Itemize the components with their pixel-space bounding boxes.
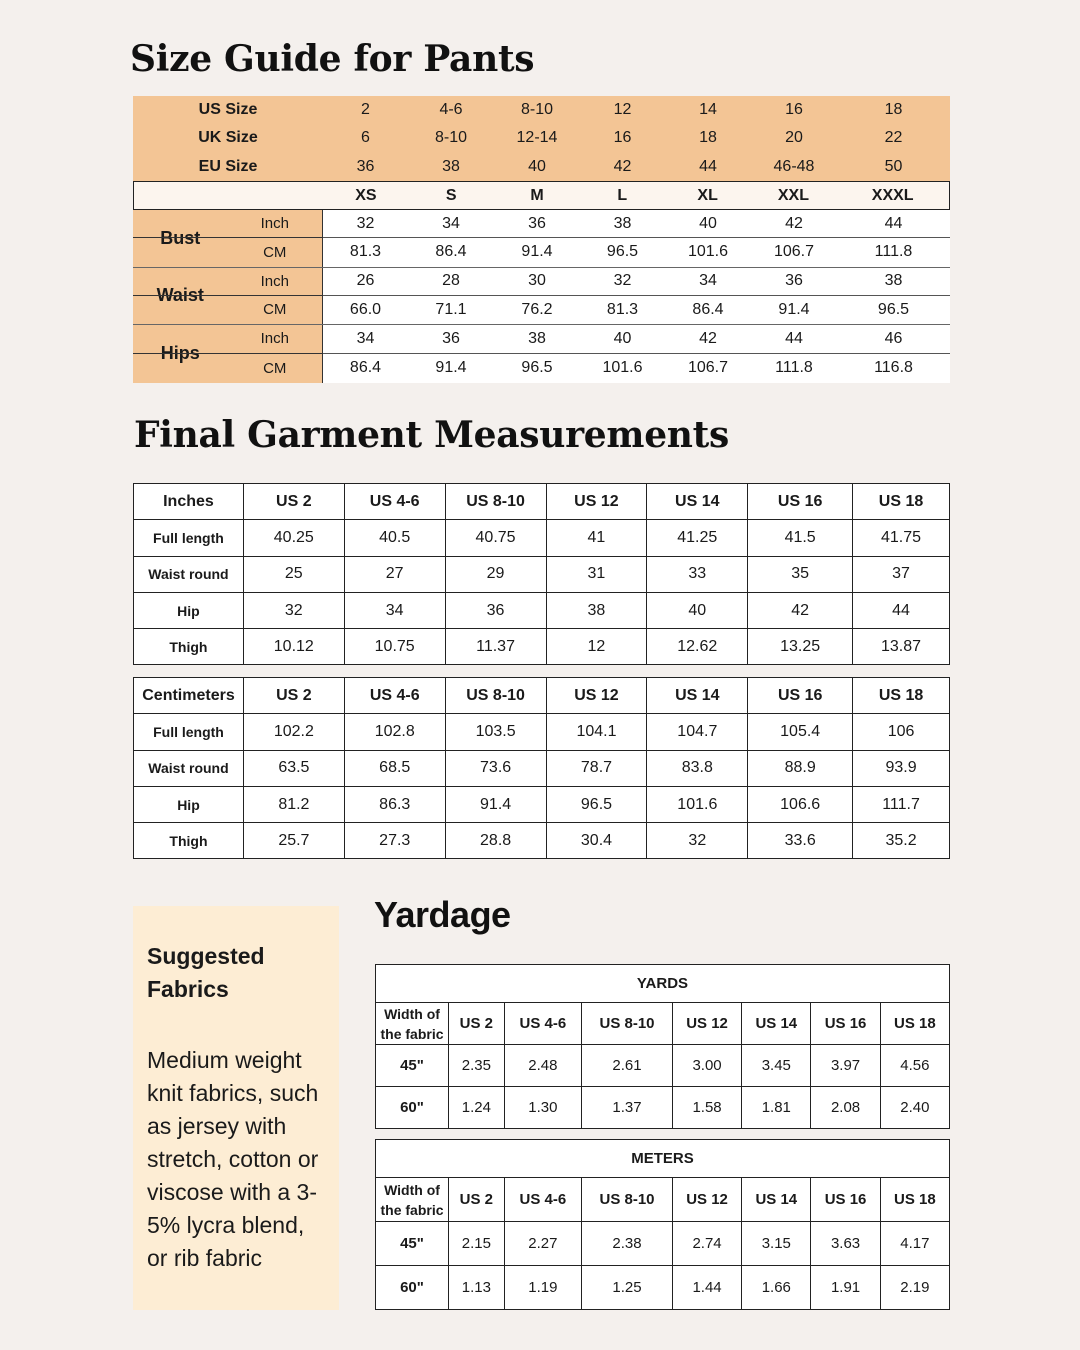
cell: 96.5 <box>606 243 639 261</box>
unit-header: Centimeters <box>134 678 244 714</box>
header-row <box>376 1178 950 1222</box>
garment-inches-table <box>133 483 950 665</box>
column-header: US 16 <box>811 1178 880 1222</box>
column-header: US 18 <box>853 678 950 714</box>
row-label: UK Size <box>198 129 258 147</box>
cell: 18 <box>699 129 717 147</box>
column-header: US 8-10 <box>445 484 546 520</box>
measurement-name: Hips <box>160 343 200 364</box>
cell: 88.9 <box>748 750 853 786</box>
cell: 1.19 <box>504 1266 581 1310</box>
cell: 2.40 <box>880 1087 949 1129</box>
suggested-fabrics-panel <box>133 906 339 1310</box>
cell: 20 <box>785 129 803 147</box>
cell: 44 <box>884 214 903 232</box>
column-header: US 14 <box>647 484 748 520</box>
measurement-label <box>133 325 323 383</box>
cell: 105.4 <box>748 714 853 750</box>
cell: 26 <box>356 272 375 290</box>
cell: 35 <box>748 556 853 592</box>
measurement-values <box>323 268 950 325</box>
column-header: US 14 <box>647 678 748 714</box>
unit-cm: CM <box>263 243 287 261</box>
cell: 29 <box>445 556 546 592</box>
table-caption: YARDS <box>376 965 950 1003</box>
cell: 32 <box>356 214 375 232</box>
cell: 22 <box>884 129 903 147</box>
cell: 3.00 <box>672 1045 741 1087</box>
cell: 93.9 <box>853 750 950 786</box>
cell: 12 <box>613 101 632 119</box>
caption-row <box>376 1140 950 1178</box>
column-header: US 18 <box>853 484 950 520</box>
cell: 27.3 <box>344 823 445 859</box>
cell: 3.97 <box>811 1045 880 1087</box>
cell: 40.75 <box>445 520 546 556</box>
inch-values-row <box>323 268 950 296</box>
width-label-line: Width of <box>384 1005 440 1022</box>
cell: 111.8 <box>775 359 813 377</box>
width-label-line: the fabric <box>380 1025 444 1042</box>
column-header: US 4-6 <box>344 678 445 714</box>
table-row <box>376 1045 950 1087</box>
cell: 14 <box>699 101 717 119</box>
cell: 1.81 <box>742 1087 811 1129</box>
cell: 104.1 <box>546 714 647 750</box>
width-label-line: the fabric <box>380 1201 444 1218</box>
cell: 4.56 <box>880 1045 949 1087</box>
cell: 34 <box>442 214 460 232</box>
cell: 44 <box>853 592 950 628</box>
cell: 81.3 <box>606 300 639 318</box>
table-row <box>134 520 950 556</box>
measurement-label <box>133 268 323 325</box>
row-label: 45" <box>376 1222 449 1266</box>
column-header: US 12 <box>546 678 647 714</box>
cell: 1.58 <box>672 1087 741 1129</box>
column-header: US 18 <box>880 1178 949 1222</box>
fabrics-title: Suggested Fabrics <box>147 943 265 1002</box>
cell: 63.5 <box>243 750 344 786</box>
row-label: Full length <box>134 714 244 750</box>
cell: 2.74 <box>672 1222 741 1266</box>
cell: 1.30 <box>504 1087 581 1129</box>
cell: 4.17 <box>880 1222 949 1266</box>
cell: 36 <box>356 157 375 175</box>
cell: 86.4 <box>435 243 467 261</box>
cell: 102.8 <box>344 714 445 750</box>
column-header: US 8-10 <box>582 1178 673 1222</box>
table-caption: METERS <box>376 1140 950 1178</box>
cell: XXL <box>777 186 809 204</box>
cell: 37 <box>853 556 950 592</box>
cell: 106.7 <box>773 243 815 261</box>
cell: 41.25 <box>647 520 748 556</box>
row-label: EU Size <box>198 157 258 175</box>
cell: 101.6 <box>647 786 748 822</box>
cell: 86.4 <box>349 359 382 377</box>
cell: 46-48 <box>773 157 815 175</box>
cell: 3.63 <box>811 1222 880 1266</box>
cell: 73.6 <box>445 750 546 786</box>
cell: 42 <box>613 157 632 175</box>
cell: 68.5 <box>344 750 445 786</box>
cell: 13.25 <box>748 629 853 665</box>
cell: 34 <box>699 272 717 290</box>
cell: 35.2 <box>853 823 950 859</box>
measurement-label <box>133 210 323 267</box>
row-label: 60" <box>376 1087 449 1129</box>
unit-inch: Inch <box>133 325 323 354</box>
cell: 41.75 <box>853 520 950 556</box>
cell: 38 <box>528 329 546 347</box>
column-header: US 8-10 <box>445 678 546 714</box>
cell: 2.08 <box>811 1087 880 1129</box>
row-label: Thigh <box>134 629 244 665</box>
cell: 44 <box>699 157 717 175</box>
cell: 1.37 <box>582 1087 673 1129</box>
column-header: US 12 <box>546 484 647 520</box>
cell: 2.38 <box>582 1222 673 1266</box>
cell: XL <box>697 186 718 204</box>
cell: 44 <box>785 329 803 347</box>
cell: XS <box>355 186 377 204</box>
cell: 101.6 <box>602 359 643 377</box>
cell: 1.13 <box>449 1266 505 1310</box>
cell: 33 <box>647 556 748 592</box>
column-header: US 16 <box>748 678 853 714</box>
cell: 106.7 <box>687 359 729 377</box>
cell: 38 <box>442 157 460 175</box>
column-header: US 4-6 <box>504 1003 581 1045</box>
yards-table <box>375 964 950 1129</box>
cell: XXXL <box>871 186 914 204</box>
size-guide-table <box>133 96 950 382</box>
cell: 34 <box>344 592 445 628</box>
table-row <box>134 629 950 665</box>
column-header: US 2 <box>449 1178 505 1222</box>
cell: 38 <box>546 592 647 628</box>
column-header: US 14 <box>742 1178 811 1222</box>
cell: 66.0 <box>349 300 382 318</box>
size-guide-title: Size Guide for Pants <box>130 38 535 80</box>
cell: 76.2 <box>521 300 553 318</box>
cell: 104.7 <box>647 714 748 750</box>
us-size-row <box>133 96 950 124</box>
table-row <box>376 1266 950 1310</box>
column-header: US 12 <box>672 1178 741 1222</box>
cell: 11.37 <box>445 629 546 665</box>
table-row <box>134 823 950 859</box>
cell: 1.91 <box>811 1266 880 1310</box>
cell: 30 <box>528 272 546 290</box>
cell: 40 <box>613 329 632 347</box>
cell: 10.75 <box>344 629 445 665</box>
cell: 6 <box>361 129 370 147</box>
cell: 12 <box>546 629 647 665</box>
width-of-fabric-header <box>376 1003 449 1045</box>
unit-labels <box>228 210 323 267</box>
row-label: Hip <box>134 786 244 822</box>
caption-row <box>376 965 950 1003</box>
cell: 40 <box>528 157 546 175</box>
cell: 91.4 <box>435 359 467 377</box>
row-label: Full length <box>134 520 244 556</box>
cell: 33.6 <box>748 823 853 859</box>
cell: 46 <box>884 329 903 347</box>
garment-title: Final Garment Measurements <box>134 414 729 456</box>
row-label: US Size <box>198 101 258 119</box>
cell: 96.5 <box>546 786 647 822</box>
cell: 91.4 <box>445 786 546 822</box>
cell: 36 <box>785 272 803 290</box>
unit-header: Inches <box>134 484 244 520</box>
eu-size-row <box>133 153 950 181</box>
uk-size-row <box>133 124 950 152</box>
cell: 91.4 <box>778 300 810 318</box>
cell: 36 <box>445 592 546 628</box>
meters-table <box>375 1139 950 1310</box>
cell: 101.6 <box>687 243 729 261</box>
cell: 3.45 <box>742 1045 811 1087</box>
cell: 36 <box>442 329 460 347</box>
unit-cm: CM <box>263 301 287 319</box>
row-label: 60" <box>376 1266 449 1310</box>
bust-measurement <box>133 210 950 268</box>
cell: 2.27 <box>504 1222 581 1266</box>
cell: 86.4 <box>692 300 724 318</box>
table-row <box>134 750 950 786</box>
cell: 1.25 <box>582 1266 673 1310</box>
cell: 8-10 <box>520 101 554 119</box>
row-label: 45" <box>376 1045 449 1087</box>
table-row <box>134 786 950 822</box>
row-label: Waist round <box>134 750 244 786</box>
hips-measurement <box>133 325 950 383</box>
cell: 40 <box>699 214 717 232</box>
unit-inch: Inch <box>133 268 323 296</box>
cell: 32 <box>613 272 632 290</box>
column-header: US 14 <box>742 1003 811 1045</box>
cell: 12.62 <box>647 629 748 665</box>
cell: 42 <box>748 592 853 628</box>
table-row <box>134 592 950 628</box>
row-label: Thigh <box>134 823 244 859</box>
cell: 91.4 <box>521 243 553 261</box>
column-header: US 4-6 <box>504 1178 581 1222</box>
unit-cm: CM <box>263 359 287 377</box>
unit-inch: Inch <box>133 210 323 238</box>
cell: 28 <box>442 272 460 290</box>
cell: 81.2 <box>243 786 344 822</box>
inch-values-row <box>323 210 950 238</box>
cell: 32 <box>243 592 344 628</box>
cell: 31 <box>546 556 647 592</box>
width-label-line: Width of <box>384 1181 440 1198</box>
cell: L <box>617 186 628 204</box>
cell: 2.15 <box>449 1222 505 1266</box>
cell: 2.19 <box>880 1266 949 1310</box>
cell: 32 <box>647 823 748 859</box>
cell: 106 <box>853 714 950 750</box>
cell: 25 <box>243 556 344 592</box>
cell: 40.5 <box>344 520 445 556</box>
cm-values-row <box>323 238 950 266</box>
cell: 34 <box>356 329 375 347</box>
cell: 27 <box>344 556 445 592</box>
waist-measurement <box>133 268 950 326</box>
cm-values-row <box>323 354 950 383</box>
column-header: US 4-6 <box>344 484 445 520</box>
cell: 8-10 <box>434 129 468 147</box>
cell: 102.2 <box>243 714 344 750</box>
cell: 86.3 <box>344 786 445 822</box>
cell: 41.5 <box>748 520 853 556</box>
table-row <box>134 714 950 750</box>
cell: 83.8 <box>647 750 748 786</box>
row-label: Hip <box>134 592 244 628</box>
cell: 2.61 <box>582 1045 673 1087</box>
cell: 42 <box>699 329 717 347</box>
unit-labels <box>228 268 323 325</box>
row-label: Waist round <box>134 556 244 592</box>
header-row <box>376 1003 950 1045</box>
cell: 103.5 <box>445 714 546 750</box>
column-header: US 2 <box>243 678 344 714</box>
column-header: US 16 <box>811 1003 880 1045</box>
measurement-values <box>323 210 950 267</box>
cell: 4-6 <box>439 101 463 119</box>
cell: 1.44 <box>672 1266 741 1310</box>
width-of-fabric-header <box>376 1178 449 1222</box>
measurement-name: Waist <box>156 285 204 306</box>
column-header: US 16 <box>748 484 853 520</box>
column-header: US 8-10 <box>582 1003 673 1045</box>
header-row <box>134 484 950 520</box>
cell: 10.12 <box>243 629 344 665</box>
cell: 2.35 <box>449 1045 505 1087</box>
cell: 18 <box>884 101 903 119</box>
cell: 36 <box>528 214 546 232</box>
cell: 16 <box>785 101 803 119</box>
cell: 1.24 <box>449 1087 505 1129</box>
cell: 41 <box>546 520 647 556</box>
measurement-name: Bust <box>160 227 201 248</box>
unit-labels <box>228 325 323 383</box>
cell: 16 <box>613 129 632 147</box>
cell: 40.25 <box>243 520 344 556</box>
cell: 38 <box>884 272 903 290</box>
size-conversion-block <box>133 96 950 181</box>
cell: 71.1 <box>435 300 467 318</box>
cell: 96.5 <box>877 300 910 318</box>
cell: 42 <box>785 214 803 232</box>
cell: 38 <box>613 214 632 232</box>
cell: 1.66 <box>742 1266 811 1310</box>
inch-values-row <box>323 325 950 354</box>
letter-size-row <box>133 181 950 210</box>
cell: 40 <box>647 592 748 628</box>
column-header: US 2 <box>449 1003 505 1045</box>
cell: 111.8 <box>874 243 913 261</box>
cell: 81.3 <box>349 243 382 261</box>
cell: 28.8 <box>445 823 546 859</box>
table-row <box>376 1222 950 1266</box>
column-header: US 18 <box>880 1003 949 1045</box>
cm-values-row <box>323 296 950 324</box>
cell: 12-14 <box>516 129 558 147</box>
measurement-values <box>323 325 950 383</box>
header-row <box>134 678 950 714</box>
cell: 50 <box>884 157 903 175</box>
garment-cm-table <box>133 677 950 859</box>
column-header: US 2 <box>243 484 344 520</box>
cell: 78.7 <box>546 750 647 786</box>
cell: 2 <box>361 101 370 119</box>
cell: 3.15 <box>742 1222 811 1266</box>
body-measurements <box>133 210 950 383</box>
cell: 30.4 <box>546 823 647 859</box>
table-row <box>376 1087 950 1129</box>
yardage-title: Yardage <box>374 894 511 935</box>
cell: M <box>530 186 544 204</box>
cell: 25.7 <box>243 823 344 859</box>
cell: 111.7 <box>853 786 950 822</box>
column-header: US 12 <box>672 1003 741 1045</box>
table-row <box>134 556 950 592</box>
cell: 96.5 <box>521 359 553 377</box>
cell: 106.6 <box>748 786 853 822</box>
cell: S <box>445 186 457 204</box>
cell: 116.8 <box>874 359 913 377</box>
fabrics-text: Medium weight knit fabrics, such as jersey with stretch, cotton or viscose with a 3-5% lycra blend, or rib fabric <box>147 1047 319 1271</box>
cell: 13.87 <box>853 629 950 665</box>
cell: 2.48 <box>504 1045 581 1087</box>
